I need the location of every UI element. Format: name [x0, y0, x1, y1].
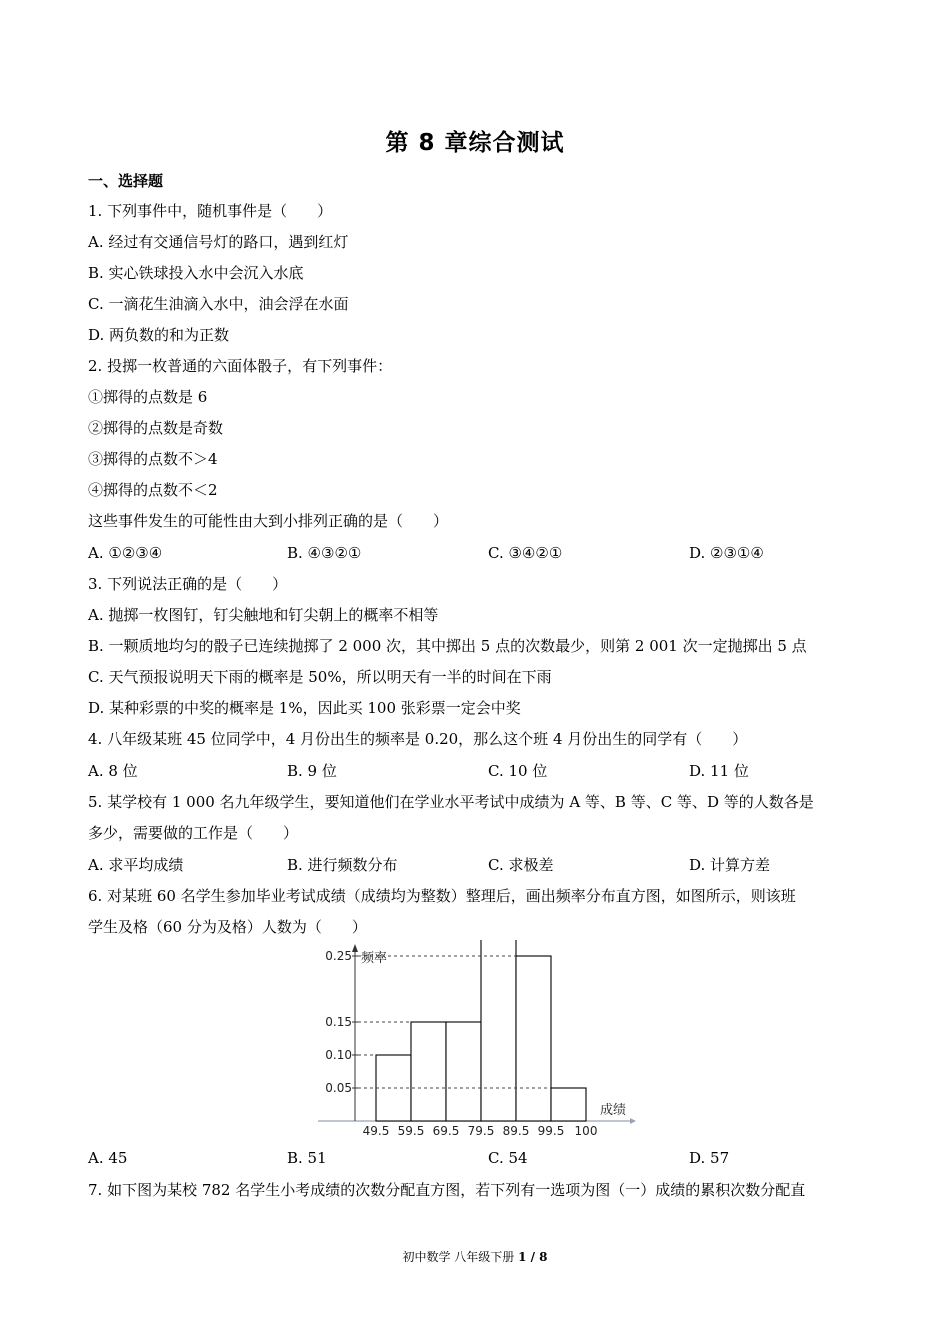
q5-option-c: C. 求极差 — [488, 856, 554, 874]
q4-option-d: D. 11 位 — [689, 762, 749, 780]
q2-option-d: D. ②③①④ — [689, 544, 764, 562]
page-number: 1 / 8 — [518, 1250, 548, 1264]
x-tick-label: 69.5 — [432, 1124, 460, 1138]
x-tick-label: 100 — [574, 1124, 598, 1138]
q1-option-a: A. 经过有交通信号灯的路口，遇到红灯 — [88, 233, 349, 251]
histogram-bar — [481, 940, 516, 1121]
y-axis-title: 频率 — [361, 951, 388, 966]
x-tick-label: 79.5 — [467, 1124, 495, 1138]
histogram-bar — [516, 956, 551, 1121]
q3-option-b: B. 一颗质地均匀的骰子已连续抛掷了 2 000 次，其中掷出 5 点的次数最少，则第 2 001 次一定抛掷出 5 点 — [88, 637, 807, 655]
q2-event-1: ①掷得的点数是 6 — [88, 388, 208, 406]
q3-option-a: A. 抛掷一枚图钉，钉尖触地和钉尖朝上的概率不相等 — [88, 606, 439, 624]
section-heading: 一、选择题 — [88, 172, 164, 190]
q1-option-c: C. 一滴花生油滴入水中，油会浮在水面 — [88, 295, 349, 313]
q6-option-c: C. 54 — [488, 1149, 528, 1167]
q4-stem: 4. 八年级某班 45 位同学中，4 月份出生的频率是 0.20，那么这个班 4 月份出生的同学有（ ） — [88, 730, 748, 748]
y-tick-label: 0.05 — [325, 1081, 352, 1095]
q5-stem-line1: 5. 某学校有 1 000 名九年级学生，要知道他们在学业水平考试中成绩为 A 等、B 等、C 等、D 等的人数各是 — [88, 793, 814, 811]
q6-option-a: A. 45 — [88, 1149, 128, 1167]
q1-option-b: B. 实心铁球投入水中会沉入水底 — [88, 264, 304, 282]
q2-option-b: B. ④③②① — [287, 544, 362, 562]
x-tick-label: 99.5 — [537, 1124, 565, 1138]
x-tick-label: 49.5 — [362, 1124, 390, 1138]
x-axis-title: 成绩 — [600, 1103, 627, 1118]
histogram-bar — [376, 1055, 411, 1121]
q3-stem: 3. 下列说法正确的是（ ） — [88, 575, 288, 593]
q3-option-c: C. 天气预报说明天下雨的概率是 50%，所以明天有一半的时间在下雨 — [88, 668, 552, 686]
q4-option-b: B. 9 位 — [287, 762, 337, 780]
q6-stem-line1: 6. 对某班 60 名学生参加毕业考试成绩（成绩均为整数）整理后，画出频率分布直方图，如图所示，则该班 — [88, 887, 796, 905]
q2-option-c: C. ③④②① — [488, 544, 563, 562]
frequency-histogram — [300, 940, 640, 1140]
q5-option-d: D. 计算方差 — [689, 856, 771, 874]
page-footer — [0, 1248, 950, 1265]
q1-option-d: D. 两负数的和为正数 — [88, 326, 230, 344]
y-tick-label: 0.25 — [325, 949, 352, 963]
q5-option-b: B. 进行频数分布 — [287, 856, 398, 874]
page-title: 第 8 章综合测试 — [385, 130, 565, 156]
q2-event-2: ②掷得的点数是奇数 — [88, 419, 224, 437]
q6-option-d: D. 57 — [689, 1149, 730, 1167]
q2-option-a: A. ①②③④ — [88, 544, 163, 562]
x-axis-arrow — [630, 1118, 636, 1124]
q1-stem: 1. 下列事件中，随机事件是（ ） — [88, 202, 333, 220]
q4-option-a: A. 8 位 — [88, 762, 138, 780]
q2-event-3: ③掷得的点数不＞4 — [88, 450, 218, 468]
y-tick-label: 0.10 — [325, 1048, 352, 1062]
q4-option-c: C. 10 位 — [488, 762, 548, 780]
q2-stem: 2. 投掷一枚普通的六面体骰子，有下列事件： — [88, 357, 393, 375]
q2-ask: 这些事件发生的可能性由大到小排列正确的是（ ） — [88, 512, 449, 530]
x-tick-label: 59.5 — [397, 1124, 425, 1138]
footer-label: 初中数学 八年级下册 — [402, 1250, 519, 1264]
q5-stem-line2: 多少，需要做的工作是（ ） — [88, 824, 299, 842]
q7-stem-line1: 7. 如下图为某校 782 名学生小考成绩的次数分配直方图，若下列有一选项为图（一）成绩的累积次数分配直 — [88, 1181, 806, 1199]
y-axis-arrow — [352, 944, 358, 952]
histogram-bar — [411, 1022, 446, 1121]
q2-event-4: ④掷得的点数不＜2 — [88, 481, 218, 499]
histogram-bar — [551, 1088, 586, 1121]
q3-option-d: D. 某种彩票的中奖的概率是 1%，因此买 100 张彩票一定会中奖 — [88, 699, 521, 717]
histogram-bar — [446, 1022, 481, 1121]
x-tick-label: 89.5 — [502, 1124, 530, 1138]
q5-option-a: A. 求平均成绩 — [88, 856, 184, 874]
y-tick-label: 0.15 — [325, 1015, 352, 1029]
q6-stem-line2: 学生及格（60 分为及格）人数为（ ） — [88, 918, 367, 936]
q6-option-b: B. 51 — [287, 1149, 327, 1167]
